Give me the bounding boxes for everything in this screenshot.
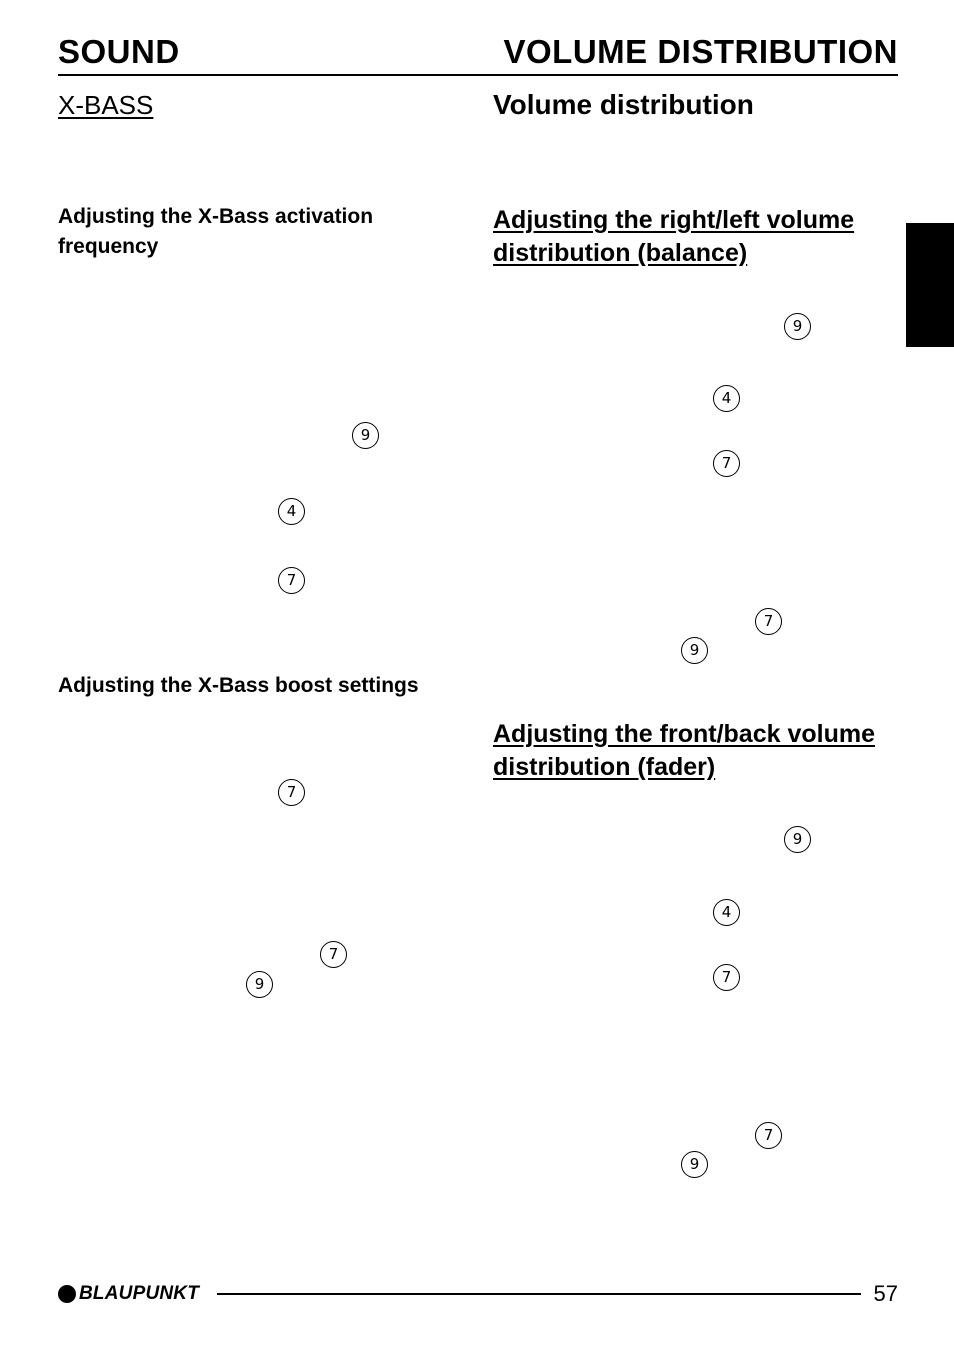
brand-logo-dot-icon [58, 1285, 76, 1303]
key-7-callout: 7 [755, 1122, 782, 1149]
key-7-callout: 7 [755, 608, 782, 635]
brand-logo [58, 1282, 199, 1306]
page-number: 57 [873, 1281, 898, 1306]
key-7-callout: 7 [320, 941, 347, 968]
key-7-callout: 7 [278, 779, 305, 806]
key-4-callout: 4 [713, 385, 740, 412]
xbass-section-title: X-BASS [58, 90, 154, 120]
key-7-callout: 7 [713, 450, 740, 477]
key-7-callout: 7 [278, 567, 305, 594]
key-4-callout: 4 [278, 498, 305, 525]
balance-section-title: Adjusting the right/left volume distribution (balance) [493, 206, 855, 267]
xbass-boost-subheading: Adjusting the X-Bass boost settings [58, 674, 419, 697]
key-9-callout: 9 [681, 1151, 708, 1178]
header-left-title: SOUND [58, 33, 180, 70]
brand-logo-text: BLAUPUNKT [79, 1283, 200, 1304]
key-9-callout: 9 [784, 826, 811, 853]
header-right-title: VOLUME DISTRIBUTION [503, 33, 898, 70]
key-9-callout: 9 [681, 637, 708, 664]
key-7-callout: 7 [713, 964, 740, 991]
fader-section-title: Adjusting the front/back volume distribution (fader) [493, 720, 875, 781]
xbass-activation-subheading: Adjusting the X-Bass activation frequency [58, 205, 374, 258]
volume-distribution-title: Volume distribution [493, 89, 754, 120]
language-tab-marker [906, 223, 954, 347]
footer-divider [217, 1293, 861, 1295]
header-divider [58, 74, 898, 76]
key-9-callout: 9 [246, 971, 273, 998]
key-4-callout: 4 [713, 899, 740, 926]
key-9-callout: 9 [352, 422, 379, 449]
key-9-callout: 9 [784, 313, 811, 340]
